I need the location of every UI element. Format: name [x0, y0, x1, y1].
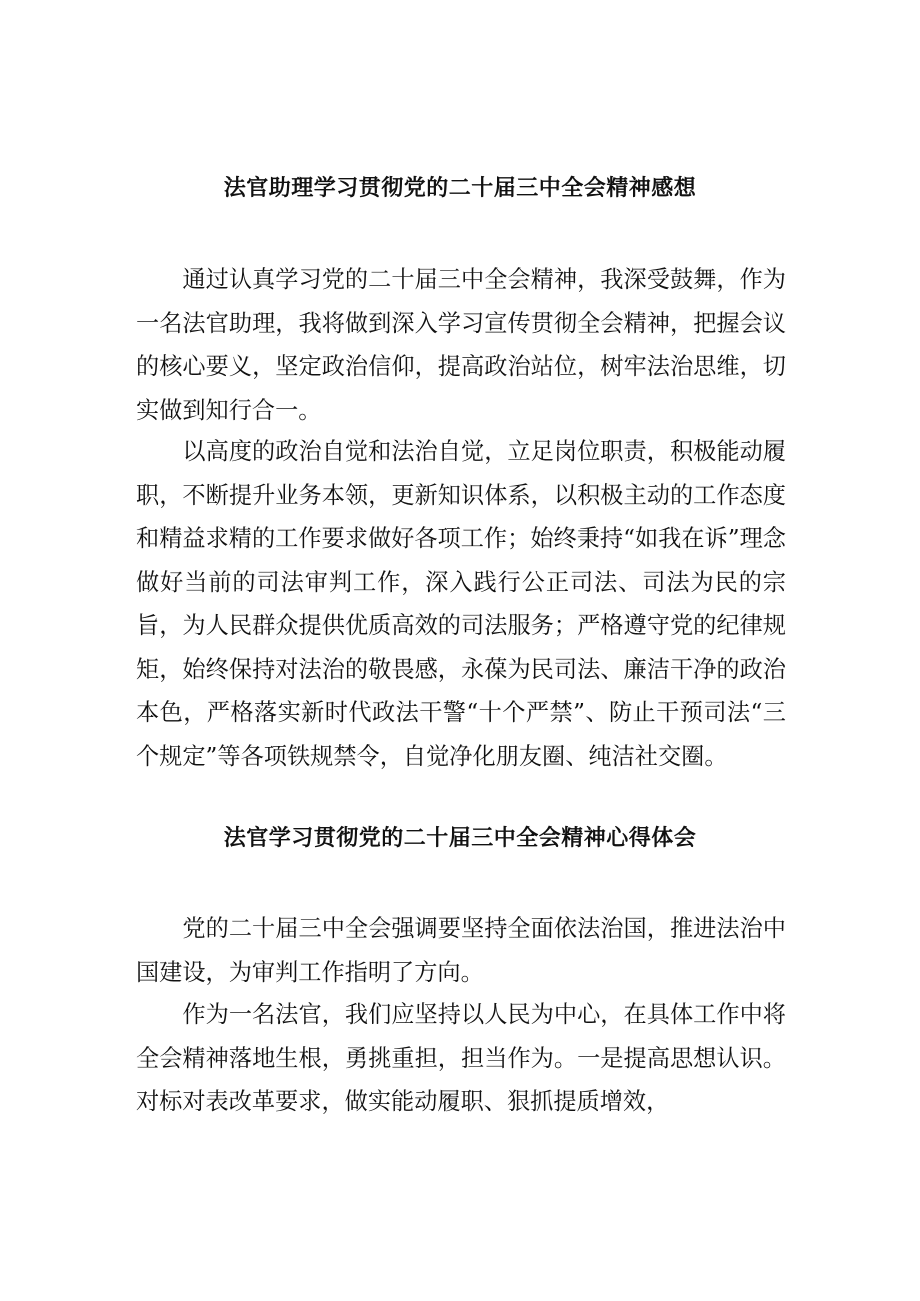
section-2-paragraph-1: 党的二十届三中全会强调要坚持全面依法治国，推进法治中国建设，为审判工作指明了方向。: [136, 915, 786, 986]
section-2-title: 法官学习贯彻党的二十届三中全会精神心得体会: [223, 826, 697, 851]
section-1-paragraph-2: 以高度的政治自觉和法治自觉，立足岗位职责，积极能动履职，不断提升业务本领，更新知识体系，以积极主动的工作态度和精益求精的工作要求做好各项工作；始终秉持“如我在诉”理念做好当前的司法审判工作，深入践行公正司法、司法为民的宗旨，为人民群众提供优质高效的司法服务；严格遵守党的纪律规矩，始终保持对法治的敬畏感，永葆为民司法、廉洁干净的政治本色，严格落实新时代政法干警“十个严禁”、防止干预司法“三个规定”等各项铁规禁令，自觉净化朋友圈、纯洁社交圈。: [136, 438, 786, 770]
section-1-paragraph-1: 通过认真学习党的二十届三中全会精神，我深受鼓舞，作为一名法官助理，我将做到深入学习宣传贯彻全会精神，把握会议的核心要义，坚定政治信仰，提高政治站位，树牢法治思维，切实做到知行合一。: [136, 266, 786, 424]
section-2-paragraph-2: 作为一名法官，我们应坚持以人民为中心，在具体工作中将全会精神落地生根，勇挑重担，担当作为。一是提高思想认识。对标对表改革要求，做实能动履职、狠抓提质增效，: [136, 1001, 786, 1115]
section-1-title: 法官助理学习贯彻党的二十届三中全会精神感想: [223, 176, 697, 201]
